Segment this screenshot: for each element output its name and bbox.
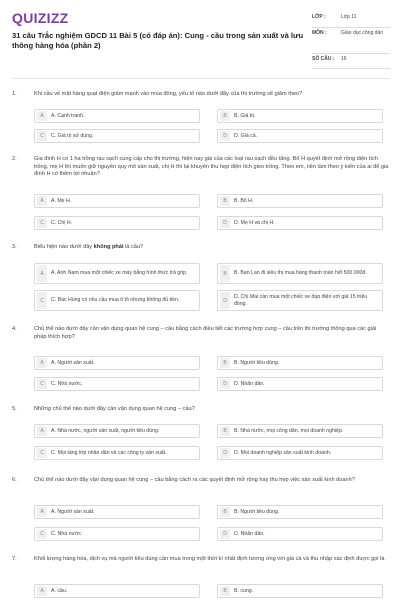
option-text: D. Mọi doanh nghiệp sản xuất kinh doanh. [234, 449, 332, 456]
question-text [34, 244, 390, 252]
option-letter: C [37, 448, 47, 458]
question-text: Những chủ thể nào dưới đây cần vận dụng quan hệ cung – cầu? [34, 406, 195, 412]
option-letter: D [220, 448, 230, 458]
question-text-emphasis: không phải [93, 244, 124, 250]
worksheet-meta [312, 12, 390, 69]
option-text: B. Giá trị. [234, 112, 256, 119]
option-text: B. Người tiêu dùng. [234, 508, 280, 515]
option-text: D. Giá cả. [234, 132, 258, 139]
meta-count-value: 16 [341, 56, 347, 62]
question-text: Khối lượng hàng hóa, dịch vụ mà người tiêu dùng cần mua trong một thời kì nhất định tương ứng với giá cả và thu nhập xác định được gọi là [34, 556, 385, 562]
option-a[interactable] [34, 109, 200, 123]
option-c[interactable] [34, 377, 200, 391]
option-b[interactable] [217, 505, 383, 519]
meta-subject-row [312, 28, 390, 54]
option-letter: A [37, 426, 47, 436]
option-c[interactable] [34, 446, 200, 460]
option-b[interactable] [217, 356, 383, 370]
option-b[interactable] [217, 263, 383, 284]
question-number: 7. [12, 556, 17, 562]
option-text: B. Bạn Lan đi siêu thị mua hàng thanh toán hết 500.000đ. [234, 270, 367, 277]
option-text: D. Chị Mai cần mua một chiếc xe đạp điện với giá 15 triệu đồng. [234, 293, 368, 307]
question-number: 4. [12, 326, 17, 332]
option-c[interactable] [34, 290, 200, 311]
option-text: B. Nhà nước, mọi công dân, mọi doanh nghiệp. [234, 427, 344, 434]
option-c[interactable] [34, 129, 200, 143]
option-letter: D [220, 131, 230, 141]
meta-class-label: LỚP : [312, 14, 326, 20]
option-text: B. Bố H. [234, 197, 254, 204]
question-text: Khi cầu về mặt hàng quạt điện giảm mạnh vào mùa đông, yếu tố nào dưới đây của thị trường sẽ giảm theo? [34, 91, 303, 97]
meta-class-value: Lớp 11 [341, 14, 357, 20]
meta-count-row [312, 54, 390, 69]
option-letter: C [37, 218, 47, 228]
question-text: Gia đình H có 1 ha trồng rau sạch cung cấp cho thị trường, hiện nay giá của các loại rau sạch đều tăng. Bố H quyết định mở rộng diện tích trồng, mẹ H thì muốn giữ nguyên quy mô sản xuất, chị H thì lại khuyên thu hẹp diện tích gieo trồng. Theo em, nên làm theo ý kiến của ai để gia đình H có thêm lợi nhuận? [34, 156, 389, 178]
option-b[interactable] [217, 424, 383, 438]
option-letter: A [37, 507, 47, 517]
option-c[interactable] [34, 527, 200, 541]
option-letter: B [220, 507, 230, 517]
question-text: Chủ thể nào dưới đây cần vận dụng quan hệ cung – cầu bằng cách điều tiết các trường hợp cung – cầu trên thị trường thông qua các giải pháp thích hợp? [34, 326, 377, 340]
option-text: A. Người sản xuất. [51, 508, 95, 515]
option-text: D. Nhân dân. [234, 380, 265, 387]
question-number: 3. [12, 244, 17, 250]
question-text: Chủ thể nào dưới đây vận dụng quan hệ cung – cầu bằng cách ra các quyết định mở rộng hay thu hẹp việc sản xuất kinh doanh? [34, 477, 355, 483]
option-text: A. Anh Nam mua một chiếc xe máy bằng hình thức trả góp. [51, 270, 188, 277]
option-letter: B [220, 111, 230, 121]
option-letter: D [220, 379, 230, 389]
option-text: C. Nhà nước. [51, 380, 83, 387]
option-a[interactable] [34, 356, 200, 370]
option-text: D. Nhân dân. [234, 530, 265, 537]
meta-class-row [312, 12, 390, 28]
quizizz-logo: QUIZIZZ [12, 10, 69, 26]
question-number: 5. [12, 406, 17, 412]
option-a[interactable] [34, 424, 200, 438]
option-a[interactable] [34, 263, 200, 284]
option-b[interactable] [217, 109, 383, 123]
question-number: 2. [12, 156, 17, 162]
option-letter: D [220, 218, 230, 228]
option-d[interactable] [217, 446, 383, 460]
header-divider [12, 78, 390, 79]
option-letter: D [220, 529, 230, 539]
option-letter: B [220, 586, 230, 596]
question-text-pre: Biểu hiện nào dưới đây [34, 244, 94, 250]
option-b[interactable] [217, 194, 383, 208]
option-text: A. Nhà nước, người sản xuất, người tiêu dùng. [51, 427, 160, 434]
option-letter: C [37, 379, 47, 389]
option-text: A. cầu. [51, 587, 68, 594]
meta-subject-label: MÔN : [312, 30, 327, 36]
option-b[interactable] [217, 584, 383, 598]
option-text: A. Mẹ H. [51, 197, 72, 204]
option-text: C. Nhà nước. [51, 530, 83, 537]
meta-count-label: SỐ CÂU : [312, 56, 335, 62]
option-letter: B [220, 426, 230, 436]
option-text: C. Mọi tầng lớp nhân dân và các công ty sản xuất. [51, 449, 167, 456]
option-a[interactable] [34, 505, 200, 519]
option-letter: C [37, 529, 47, 539]
option-d[interactable] [217, 527, 383, 541]
option-a[interactable] [34, 584, 200, 598]
question-number: 1. [12, 91, 17, 97]
option-text: D. Mẹ H và chị H. [234, 219, 275, 226]
option-letter: C [37, 131, 47, 141]
option-a[interactable] [34, 194, 200, 208]
option-text: A. Cạnh tranh. [51, 112, 85, 119]
option-letter: D [220, 292, 230, 309]
option-letter: C [37, 292, 47, 309]
option-c[interactable] [34, 216, 200, 230]
option-d[interactable] [217, 216, 383, 230]
option-letter: A [37, 196, 47, 206]
option-d[interactable] [217, 377, 383, 391]
option-d[interactable] [217, 290, 383, 311]
option-text: B. Người tiêu dùng. [234, 359, 280, 366]
meta-subject-value: Giáo dục công dân [341, 30, 383, 36]
option-letter: A [37, 265, 47, 282]
option-letter: A [37, 586, 47, 596]
option-text: C. Giá trị sử dụng. [51, 132, 94, 139]
option-text: B. cung. [234, 587, 254, 594]
option-letter: B [220, 358, 230, 368]
question-text-post: là cầu? [123, 244, 144, 250]
option-d[interactable] [217, 129, 383, 143]
option-text: C. Chị H. [51, 219, 73, 226]
option-text: A. Người sản xuất. [51, 359, 95, 366]
option-letter: A [37, 111, 47, 121]
option-letter: B [220, 196, 230, 206]
worksheet-title: 31 câu Trắc nghiệm GDCD 11 Bài 5 (có đáp án): Cung - cầu trong sản xuất và lưu thông hàng hóa (phần 2) [12, 31, 304, 50]
option-text: C. Bác Hùng có nhu cầu mua ô tô nhưng không đủ tiền. [51, 297, 180, 304]
option-letter: B [220, 265, 230, 282]
option-letter: A [37, 358, 47, 368]
question-number: 6. [12, 477, 17, 483]
